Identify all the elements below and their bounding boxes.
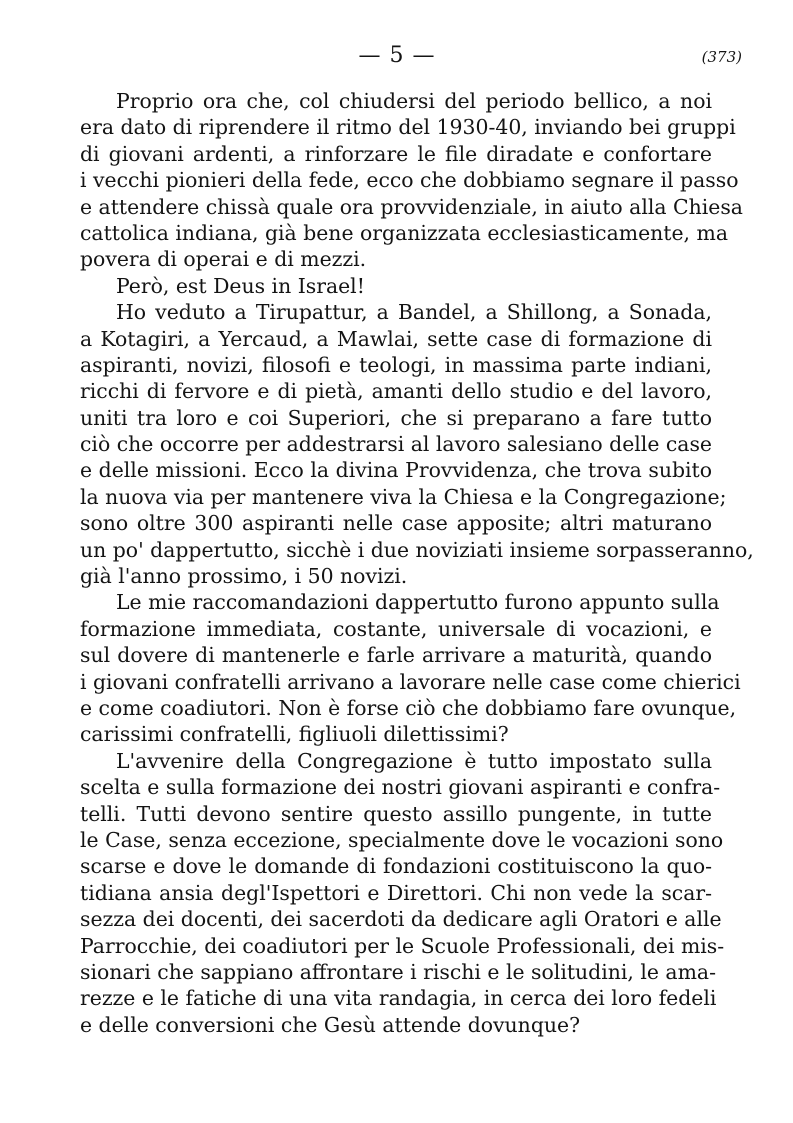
text-line: ciò che occorre per addestrarsi al lavoro salesiano delle case (80, 432, 712, 457)
text-line: carissimi confratelli, figliuoli dilettissimi? (80, 722, 509, 747)
page-number: — 5 — (358, 43, 436, 68)
text-line: la nuova via per mantenere viva la Chiesa e la Congregazione; (80, 484, 727, 509)
text-line: sionari che sappiano affrontare i rischi e le solitudini, le ama- (80, 959, 716, 984)
text-line: L'avvenire della Congregazione è tutto impostato sulla (116, 748, 712, 773)
text-line: Parrocchie, dei coadiutori per le Scuole Professionali, dei mis- (80, 933, 725, 958)
text-line: a Kotagiri, a Yercaud, a Mawlai, sette case di formazione di (80, 326, 712, 351)
text-line: i vecchi pionieri della fede, ecco che dobbiamo segnare il passo (80, 168, 739, 193)
text-line: formazione immediata, costante, universale di vocazioni, e (80, 616, 712, 641)
text-line: e come coadiutori. Non è forse ciò che dobbiamo fare ovunque, (80, 695, 737, 720)
page-reference-number: (373) (701, 48, 742, 66)
text-line: Proprio ora che, col chiudersi del periodo bellico, a noi (116, 89, 712, 113)
text-line: di giovani ardenti, a rinforzare le file diradate e confortare (80, 141, 712, 166)
text-line: telli. Tutti devono sentire questo assillo pungente, in tutte (80, 801, 712, 826)
text-line: era dato di riprendere il ritmo del 1930-40, inviando bei gruppi (80, 115, 736, 140)
text-line: un po' dappertutto, sicchè i due noviziati insieme sorpasseranno, (80, 537, 754, 562)
text-line: scarse e dove le domande di fondazioni costituiscono la quo- (80, 854, 712, 879)
text-line: Ho veduto a Tirupattur, a Bandel, a Shillong, a Sonada, (116, 300, 712, 325)
text-line: tidiana ansia degl'Ispettori e Direttori. Chi non vede la scar- (80, 880, 712, 905)
text-line: le Case, senza eccezione, specialmente dove le vocazioni sono (80, 827, 724, 852)
text-line: sul dovere di mantenerle e farle arrivare a maturità, quando (80, 643, 712, 668)
body-text (80, 88, 754, 1038)
text-line: aspiranti, novizi, filosofi e teologi, in massima parte indiani, (80, 352, 712, 377)
text-line: e delle missioni. Ecco la divina Provvidenza, che trova subito (80, 458, 712, 483)
text-line: sono oltre 300 aspiranti nelle case apposite; altri maturano (80, 511, 712, 536)
text-line: povera di operai e di mezzi. (80, 247, 367, 272)
text-line: rezze e le fatiche di una vita randagia, in cerca dei loro fedeli (80, 986, 717, 1011)
text-line: e delle conversioni che Gesù attende dovunque? (80, 1012, 580, 1037)
text-line: già l'anno prossimo, i 50 novizi. (80, 564, 408, 589)
text-line: Però, est Deus in Israel! (116, 273, 365, 298)
text-line: uniti tra loro e coi Superiori, che si preparano a fare tutto (80, 405, 712, 430)
text-line: e attendere chissà quale ora provvidenziale, in aiuto alla Chiesa (80, 194, 743, 219)
text-line: sezza dei docenti, dei sacerdoti da dedicare agli Oratori e alle (80, 907, 722, 932)
text-line: scelta e sulla formazione dei nostri giovani aspiranti e confra- (80, 775, 721, 800)
text-line: cattolica indiana, già bene organizzata ecclesiasticamente, ma (80, 220, 729, 245)
text-line: ricchi di fervore e di pietà, amanti dello studio e del lavoro, (80, 379, 712, 404)
text-line: Le mie raccomandazioni dappertutto furono appunto sulla (116, 590, 720, 615)
text-line: i giovani confratelli arrivano a lavorare nelle case come chierici (80, 669, 741, 694)
